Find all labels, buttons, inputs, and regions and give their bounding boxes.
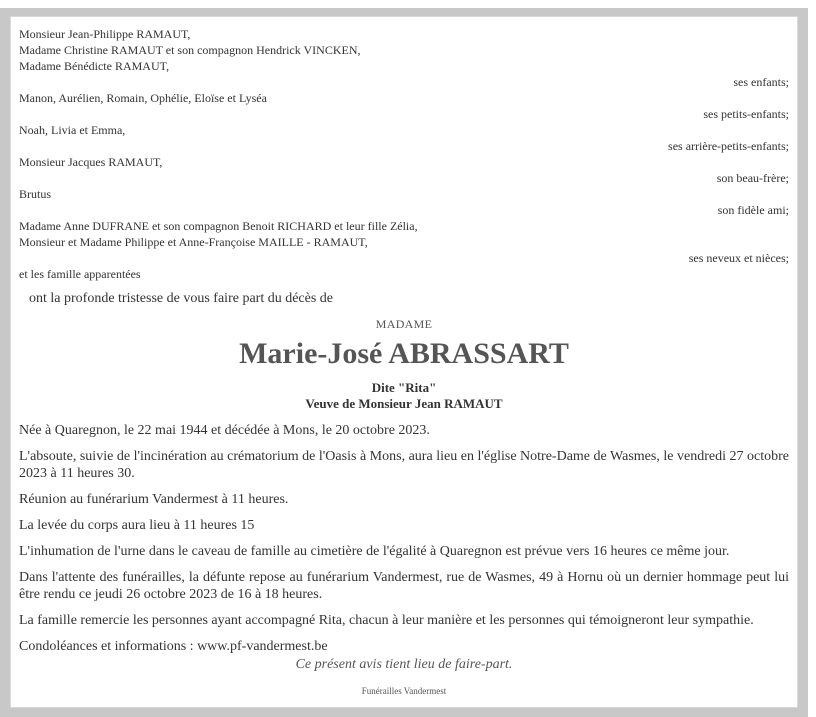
deceased-details (0, 380, 808, 412)
family-line: Noah, Livia et Emma, (19, 123, 126, 137)
family-line: et les famille apparentées (19, 267, 141, 281)
closing-note: Ce présent avis tient lieu de faire-part. (295, 657, 513, 672)
widow-of: Veuve de Monsieur Jean RAMAUT (305, 396, 503, 411)
family-line: Madame Christine RAMAUT et son compagnon Hendrick VINCKEN, (19, 43, 361, 57)
paragraph-birth-death: Née à Quaregnon, le 22 mai 1944 et décédée à Mons, le 20 octobre 2023. (19, 423, 430, 438)
family-list (19, 26, 789, 282)
footer-funeral-home: Funérailles Vandermest (361, 686, 447, 696)
paragraph-visitation: Dans l'attente des funérailles, la défunte repose au funérarium Vandermest, rue de Wasmes, 49 à Hornu où un dernier hommage peut lui être rendu ce jeudi 26 octobre 2023 de 16 à 18 heures. (19, 570, 789, 602)
relation-label: ses petits-enfants; (703, 107, 789, 121)
notice-body (19, 422, 789, 664)
relation-label: ses enfants; (733, 75, 789, 89)
honorific: MADAME (375, 317, 433, 331)
family-line: Monsieur Jacques RAMAUT, (19, 155, 163, 169)
paragraph-burial: L'inhumation de l'urne dans le caveau de famille au cimetière de l'égalité à Quaregnon est prévue vers 16 heures ce même jour. (19, 544, 730, 559)
paragraph-condolences: Condoléances et informations : www.pf-vandermest.be (19, 639, 328, 654)
relation-label: ses arrière-petits-enfants; (668, 139, 789, 153)
family-line: Manon, Aurélien, Romain, Ophélie, Eloïse et Lyséa (19, 91, 267, 105)
paragraph-thanks: La famille remercie les personnes ayant accompagné Rita, chacun à leur manière et les personnes qui témoigneront leur sympathie. (19, 613, 754, 628)
family-line: Madame Anne DUFRANE et son compagnon Benoit RICHARD et leur fille Zélia, (19, 219, 418, 233)
relation-label: son fidèle ami; (717, 203, 789, 217)
paragraph-ceremony: L'absoute, suivie de l'incinération au crématorium de l'Oasis à Mons, aura lieu en l'église Notre-Dame de Wasmes, le vendredi 27 octobre 2023 à 11 heures 30. (19, 449, 789, 481)
nickname: Dite "Rita" (371, 380, 437, 395)
family-line: Brutus (19, 187, 52, 201)
paragraph-meeting: Réunion au funérarium Vandermest à 11 heures. (19, 492, 289, 507)
paragraph-departure: La levée du corps aura lieu à 11 heures 15 (19, 518, 255, 533)
family-line: Monsieur et Madame Philippe et Anne-Françoise MAILLE - RAMAUT, (19, 235, 368, 249)
relation-label: son beau-frère; (716, 171, 789, 185)
relation-label: ses neveux et nièces; (688, 251, 789, 265)
family-line: Madame Bénédicte RAMAUT, (19, 59, 170, 73)
deceased-name: Marie-José ABRASSART (239, 337, 569, 370)
family-line: Monsieur Jean-Philippe RAMAUT, (19, 27, 191, 41)
intro-text: ont la profonde tristesse de vous faire part du décès de (29, 291, 334, 306)
